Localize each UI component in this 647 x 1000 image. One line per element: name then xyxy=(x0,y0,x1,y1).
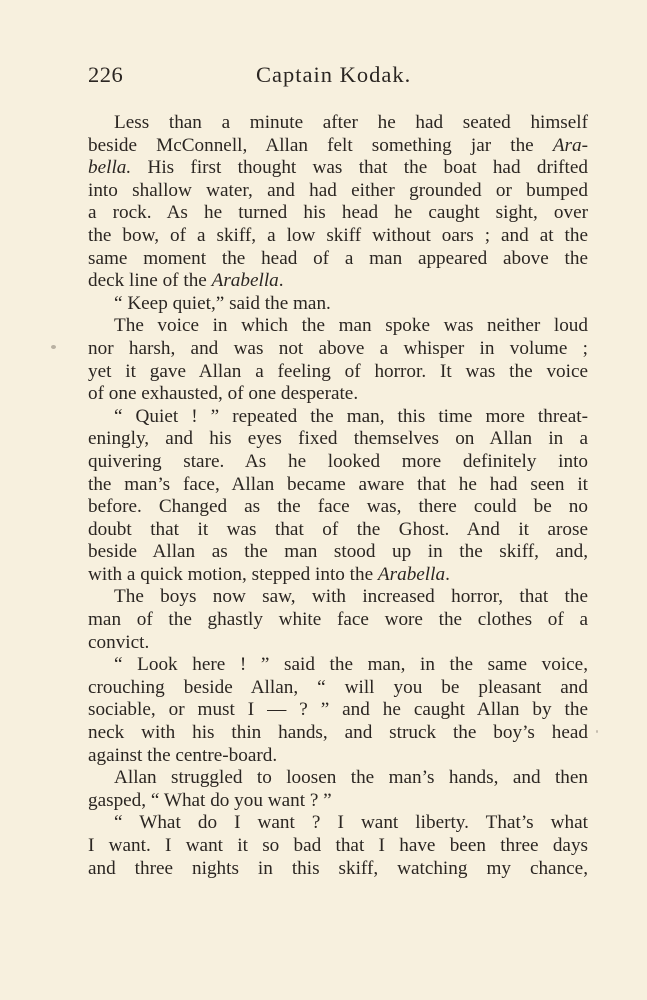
text-line: the man’s face, Allan became aware that he had seen it xyxy=(88,473,588,495)
page-number: 226 xyxy=(88,62,124,87)
text-line: convict. xyxy=(88,631,150,653)
text-line: “ Keep quiet,” said the man. xyxy=(114,292,331,314)
text-line: “ Quiet ! ” repeated the man, this time more threat- xyxy=(114,405,588,427)
text-line: yet it gave Allan a feeling of horror. It was the voice xyxy=(88,360,588,382)
text-line: nor harsh, and was not above a whisper in volume ; xyxy=(88,337,588,359)
text-line: beside Allan as the man stood up in the skiff, and, xyxy=(88,541,588,563)
text-line: and three nights in this skiff, watching my chance, xyxy=(88,857,588,879)
text-line: gasped, “ What do you want ? ” xyxy=(88,789,332,811)
text-line: deck line of the Arabella. xyxy=(88,270,284,292)
text-line: sociable, or must I — ? ” and he caught Allan by the xyxy=(88,699,588,721)
page-header xyxy=(88,62,588,92)
text-line: beside McConnell, Allan felt something jar the Ara- xyxy=(88,134,588,156)
text-line: eningly, and his eyes fixed themselves on Allan in a xyxy=(88,428,588,450)
text-line: bella. His first thought was that the boat had drifted xyxy=(88,157,588,179)
text-line: before. Changed as the face was, there could be no xyxy=(88,496,588,518)
text-line: into shallow water, and had either grounded or bumped xyxy=(88,179,588,201)
text-line: man of the ghastly white face wore the clothes of a xyxy=(88,609,588,631)
text-line: “ What do I want ? I want liberty. That’s what xyxy=(114,812,588,834)
text-line: Allan struggled to loosen the man’s hands, and then xyxy=(114,767,588,789)
text-line: neck with his thin hands, and struck the boy’s head xyxy=(88,722,588,744)
text-line: “ Look here ! ” said the man, in the same voice, xyxy=(114,654,588,676)
text-line: quivering stare. As he looked more definitely into xyxy=(88,450,588,472)
text-line: the bow, of a skiff, a low skiff without oars ; and at the xyxy=(88,224,588,246)
text-line: I want. I want it so bad that I have been three days xyxy=(88,835,588,856)
text-line: same moment the head of a man appeared above the xyxy=(88,247,588,269)
paper-speck xyxy=(596,730,598,733)
text-line: with a quick motion, stepped into the Arabella. xyxy=(88,563,450,585)
body-text xyxy=(88,112,588,880)
text-line: a rock. As he turned his head he caught sight, over xyxy=(88,202,588,224)
text-line: of one exhausted, of one desperate. xyxy=(88,383,359,405)
text-line: against the centre-board. xyxy=(88,744,278,766)
text-line: crouching beside Allan, “ will you be pleasant and xyxy=(88,676,588,698)
text-line: The voice in which the man spoke was neither loud xyxy=(114,315,588,337)
text-line: The boys now saw, with increased horror, that the xyxy=(114,586,588,608)
paper-speck xyxy=(51,345,56,349)
text-line: doubt that it was that of the Ghost. And it arose xyxy=(88,518,588,540)
text-line: Less than a minute after he had seated himself xyxy=(114,112,588,133)
running-title: Captain Kodak. xyxy=(256,62,412,87)
